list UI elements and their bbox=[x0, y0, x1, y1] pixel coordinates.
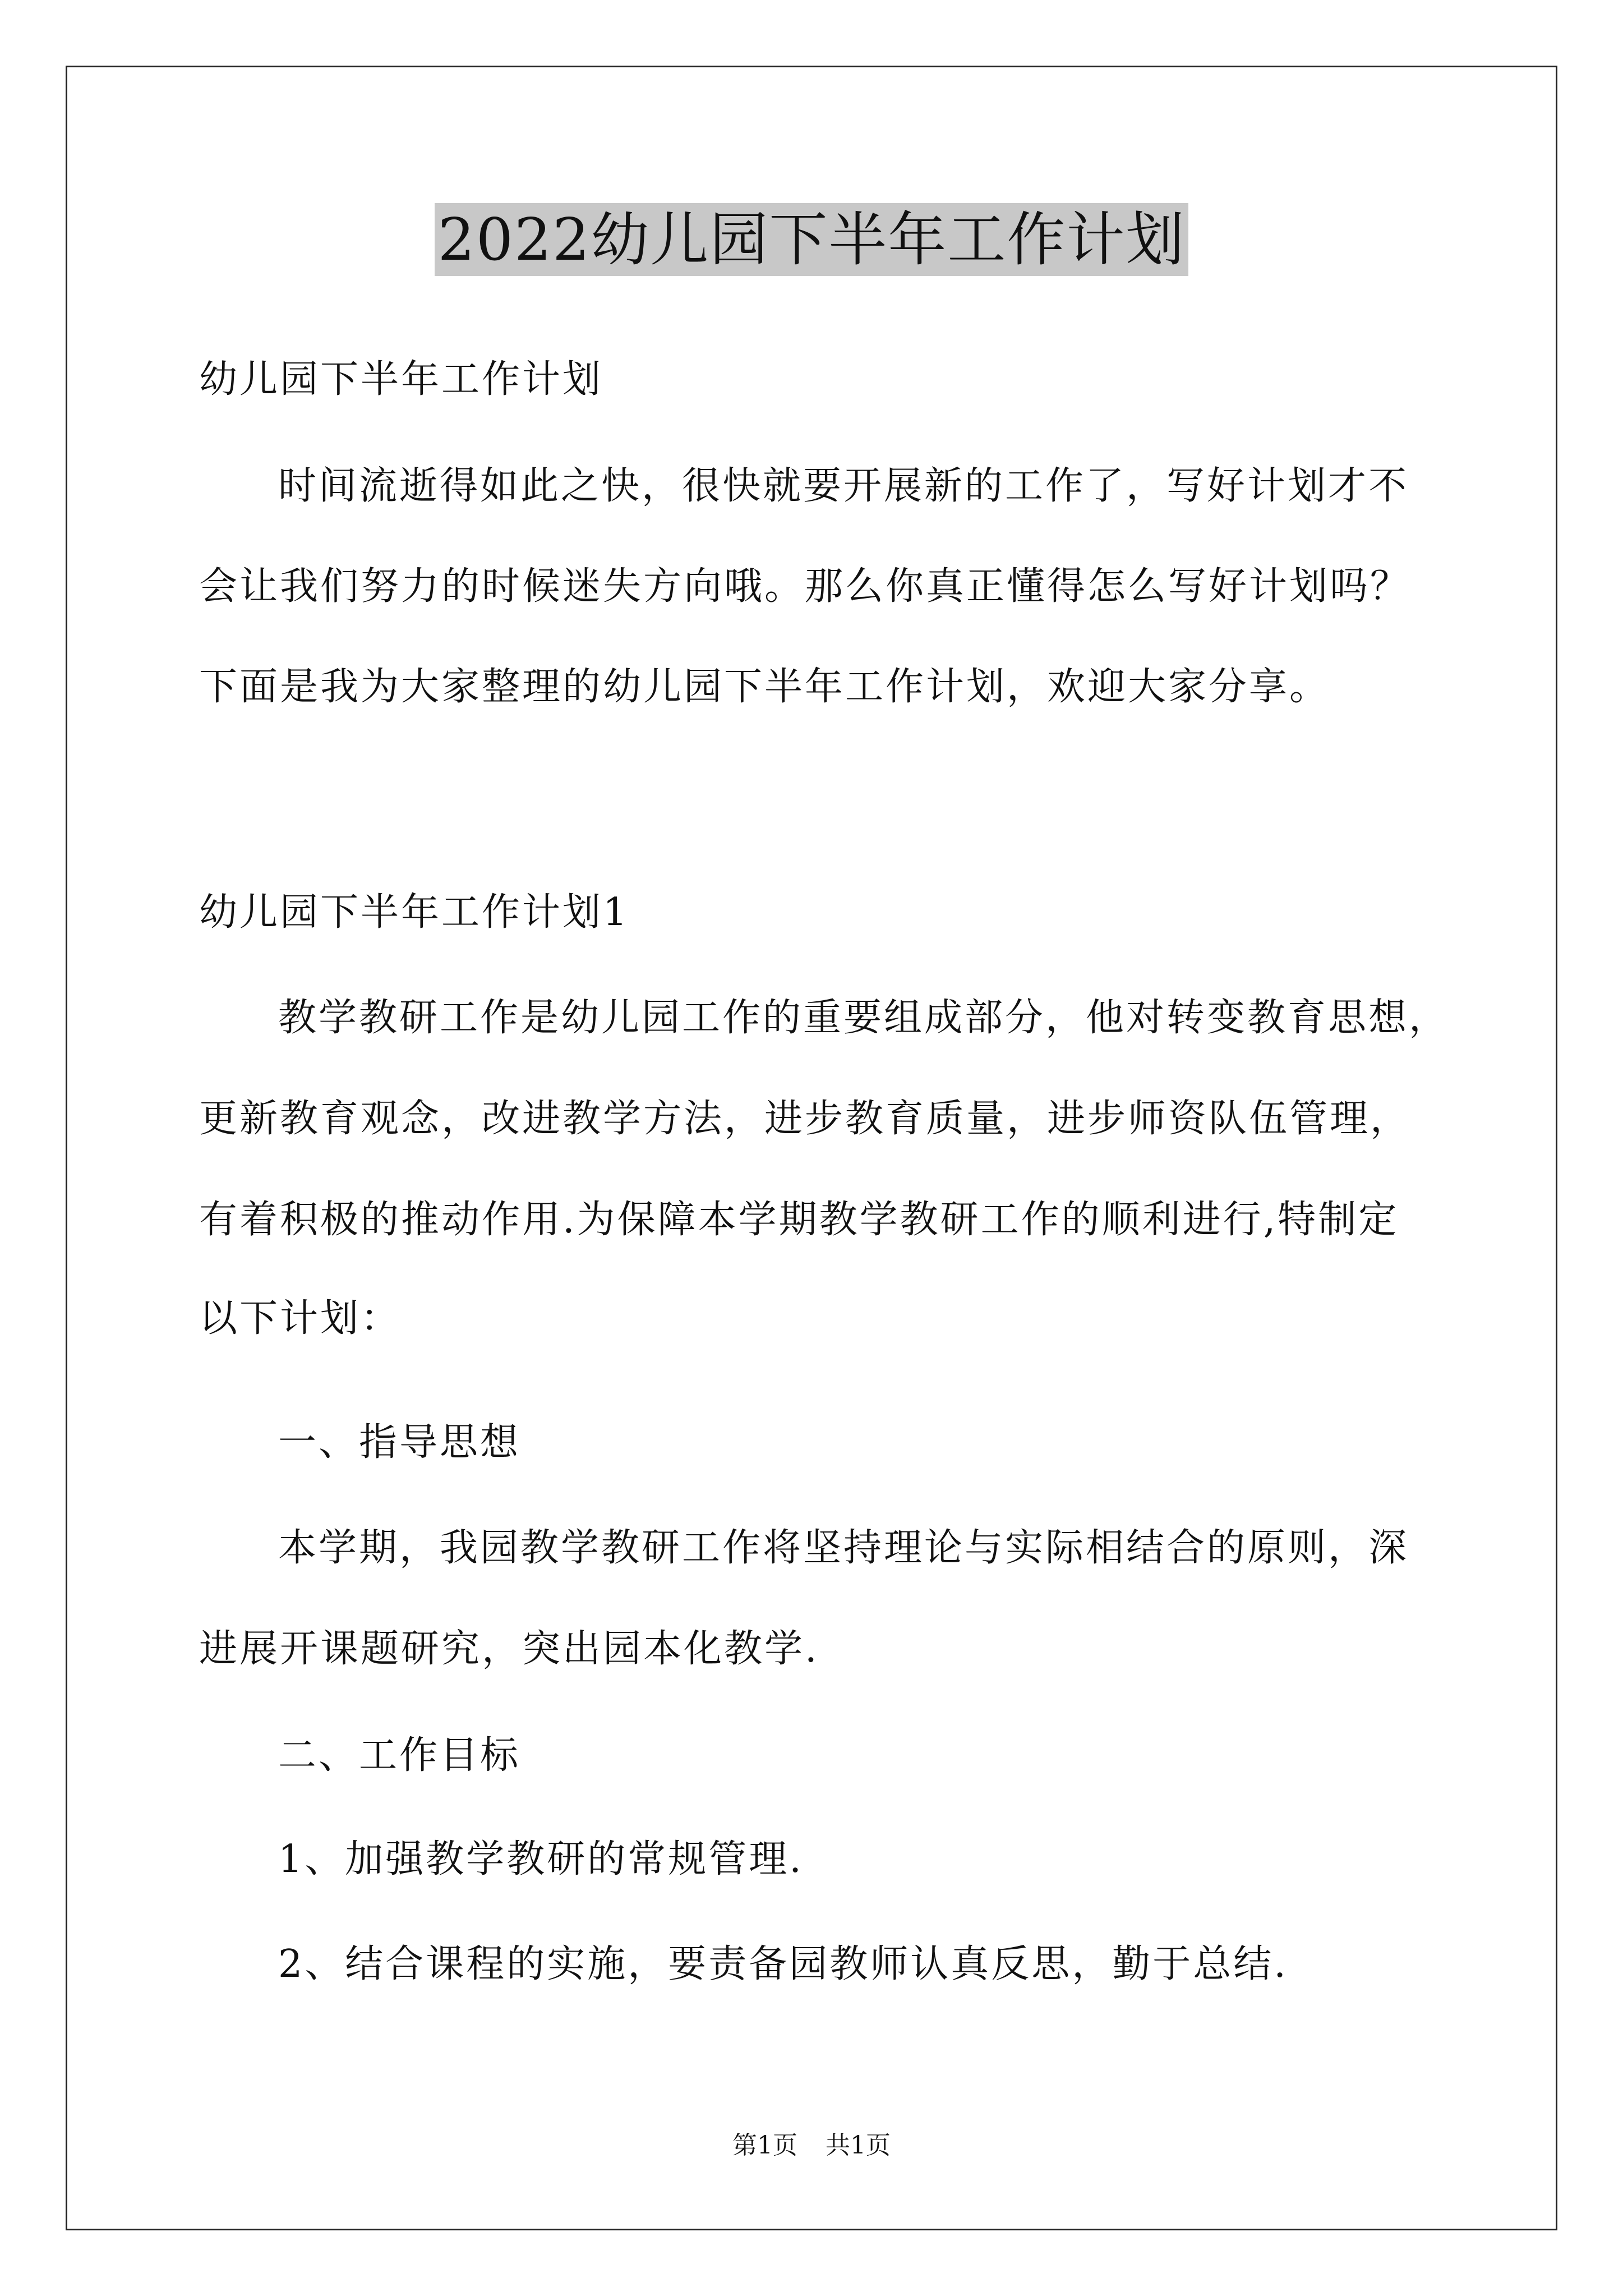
document-subtitle: 幼儿园下半年工作计划 bbox=[199, 357, 603, 402]
heading-work-goals: 二、工作目标 bbox=[278, 1733, 521, 1778]
section-heading: 幼儿园下半年工作计划1 bbox=[199, 890, 630, 935]
paragraph-2-line-1: 本学期，我园教学教研工作将坚持理论与实际相结合的原则，深 bbox=[278, 1526, 1409, 1570]
list-item-1: 1、加强教学教研的常规管理. bbox=[278, 1837, 804, 1881]
title-container bbox=[0, 203, 1623, 276]
document-title: 2022幼儿园下半年工作计划 bbox=[435, 203, 1189, 276]
page-number-total: 共1页 bbox=[826, 2131, 891, 2160]
intro-line-1: 时间流逝得如此之快，很快就要开展新的工作了，写好计划才不 bbox=[278, 464, 1409, 508]
paragraph-2-line-2: 进展开课题研究，突出园本化教学. bbox=[199, 1627, 819, 1671]
heading-guiding-ideology: 一、指导思想 bbox=[278, 1420, 521, 1465]
paragraph-1-line-2: 更新教育观念，改进教学方法，进步教育质量，进步师资队伍管理， bbox=[199, 1097, 1411, 1141]
page-number-current: 第1页 bbox=[732, 2131, 797, 2160]
page-footer bbox=[0, 2129, 1623, 2162]
paragraph-1-line-4: 以下计划： bbox=[199, 1296, 402, 1341]
paragraph-1-line-3: 有着积极的推动作用.为保障本学期教学教研工作的顺利进行,特制定 bbox=[199, 1198, 1399, 1242]
intro-line-3: 下面是我为大家整理的幼儿园下半年工作计划，欢迎大家分享。 bbox=[199, 665, 1330, 709]
paragraph-1-line-1: 教学教研工作是幼儿园工作的重要组成部分，他对转变教育思想， bbox=[278, 996, 1450, 1040]
list-item-2: 2、结合课程的实施，要责备园教师认真反思，勤于总结. bbox=[278, 1942, 1288, 1986]
intro-line-2: 会让我们努力的时候迷失方向哦。那么你真正懂得怎么写好计划吗？ bbox=[199, 564, 1411, 609]
